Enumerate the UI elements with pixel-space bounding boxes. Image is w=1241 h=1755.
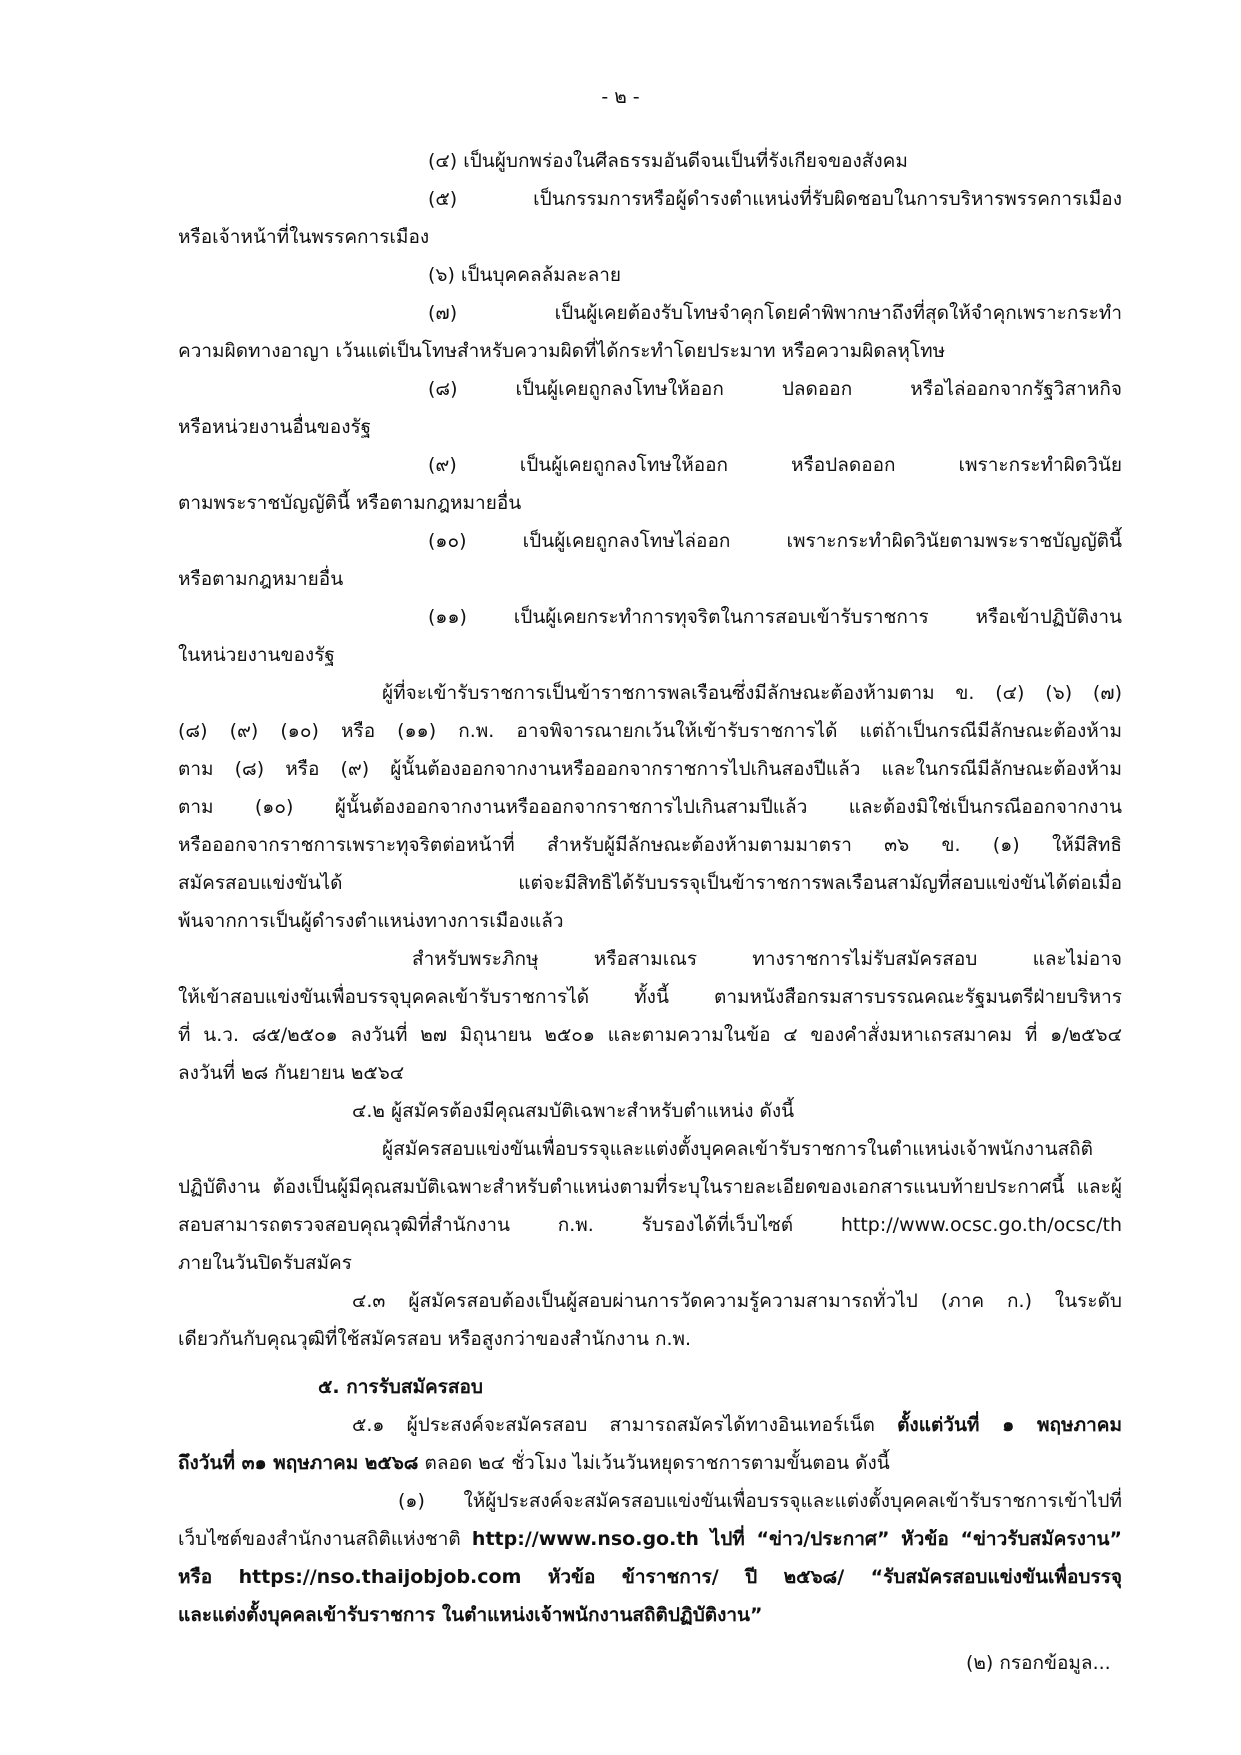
section-heading: ๔.๒ ผู้สมัครต้องมีคุณสมบัติเฉพาะสำหรับตำแหน่ง ดังนี้ [352,1100,795,1122]
text-line: ในหน่วยงานของรัฐ [178,644,335,666]
text-line: และแต่งตั้งบุคคลเข้ารับราชการ ในตำแหน่งเจ้าพนักงานสถิติปฏิบัติงาน” [178,1604,763,1626]
continuation-text: (๒) กรอกข้อมูล... [966,1652,1111,1674]
text-line: ที่ น.ว. ๘๕/๒๕๐๑ ลงวันที่ ๒๗ มิถุนายน ๒๕๐๑ และตามความในข้อ ๔ ของคำสั่งมหาเถรสมาคม ที่ ๑/๒๕๖๔ [178,1024,1122,1046]
text-line: เว็บไซต์ของสำนักงานสถิติแห่งชาติ http://www.nso.go.th ไปที่ “ข่าว/ประกาศ” หัวข้อ “ข่าวรับสมัครงาน” [178,1528,1122,1550]
text-line: (๑) ให้ผู้ประสงค์จะสมัครสอบแข่งขันเพื่อบรรจุและแต่งตั้งบุคคลเข้ารับราชการเข้าไปที่ [398,1490,1122,1512]
text-line: พ้นจากการเป็นผู้ดำรงตำแหน่งทางการเมืองแล้ว [178,910,564,932]
text-line: ถึงวันที่ ๓๑ พฤษภาคม ๒๕๖๘ ตลอด ๒๔ ชั่วโมง ไม่เว้นวันหยุดราชการตามขั้นตอน ดังนี้ [178,1452,890,1474]
text-line: หรือ https://nso.thaijobjob.com หัวข้อ ข้าราชการ/ ปี ๒๕๖๘/ “รับสมัครสอบแข่งขันเพื่อบรรจุ [178,1566,1122,1588]
text-line: สอบสามารถตรวจสอบคุณวุฒิที่สำนักงาน ก.พ. รับรองได้ที่เว็บไซต์ http://www.ocsc.go.th/ocsc/th [178,1214,1122,1236]
text-line: (๔) เป็นผู้บกพร่องในศีลธรรมอันดีจนเป็นที่รังเกียจของสังคม [428,150,908,172]
text-line: ผู้ที่จะเข้ารับราชการเป็นข้าราชการพลเรือนซึ่งมีลักษณะต้องห้ามตาม ข. (๔) (๖) (๗) [382,682,1122,704]
text-line: (๑๐) เป็นผู้เคยถูกลงโทษไล่ออก เพราะกระทำผิดวินัยตามพระราชบัญญัตินี้ [428,530,1122,552]
text-line: ความผิดทางอาญา เว้นแต่เป็นโทษสำหรับความผิดที่ได้กระทำโดยประมาท หรือความผิดลหุโทษ [178,340,946,362]
text-line: (๙) เป็นผู้เคยถูกลงโทษให้ออก หรือปลดออก เพราะกระทำผิดวินัย [428,454,1122,476]
text-line: หรือตามกฎหมายอื่น [178,568,344,590]
text-line: สมัครสอบแข่งขันได้ แต่จะมีสิทธิได้รับบรรจุเป็นข้าราชการพลเรือนสามัญที่สอบแข่งขันได้ต่อเมื่อ [178,872,1122,894]
text-line: สำหรับพระภิกษุ หรือสามเณร ทางราชการไม่รับสมัครสอบ และไม่อาจ [412,948,1122,970]
text-line: (๖) เป็นบุคคลล้มละลาย [428,264,622,286]
text-line: เดียวกันกับคุณวุฒิที่ใช้สมัครสอบ หรือสูงกว่าของสำนักงาน ก.พ. [178,1328,692,1350]
text-line: (๘) เป็นผู้เคยถูกลงโทษให้ออก ปลดออก หรือไล่ออกจากรัฐวิสาหกิจ [428,378,1122,400]
text-line: ลงวันที่ ๒๘ กันยายน ๒๕๖๔ [178,1062,405,1084]
text-line: ตามพระราชบัญญัตินี้ หรือตามกฎหมายอื่น [178,492,522,514]
text-line: ภายในวันปิดรับสมัคร [178,1252,352,1274]
text-line: หรือออกจากราชการเพราะทุจริตต่อหน้าที่ สำหรับผู้มีลักษณะต้องห้ามตามมาตรา ๓๖ ข. (๑) ให้มีสิทธิ [178,834,1122,856]
text-line: (๘) (๙) (๑๐) หรือ (๑๑) ก.พ. อาจพิจารณายกเว้นให้เข้ารับราชการได้ แต่ถ้าเป็นกรณีมีลักษณะต้องห้าม [178,720,1122,742]
text-line: ตาม (๘) หรือ (๙) ผู้นั้นต้องออกจากงานหรือออกจากราชการไปเกินสองปีแล้ว และในกรณีมีลักษณะต้องห้าม [178,758,1122,780]
section-heading: ๕. การรับสมัครสอบ [318,1376,483,1398]
text-line: ๔.๓ ผู้สมัครสอบต้องเป็นผู้สอบผ่านการวัดความรู้ความสามารถทั่วไป (ภาค ก.) ในระดับ [352,1290,1122,1312]
text-line: (๕) เป็นกรรมการหรือผู้ดำรงตำแหน่งที่รับผิดชอบในการบริหารพรรคการเมือง [428,188,1122,210]
page-number: - ๒ - [601,86,640,108]
text-line: ๕.๑ ผู้ประสงค์จะสมัครสอบ สามารถสมัครได้ทางอินเทอร์เน็ต ตั้งแต่วันที่ ๑ พฤษภาคม [352,1414,1122,1436]
text-line: หรือหน่วยงานอื่นของรัฐ [178,416,372,438]
text-line: (๗) เป็นผู้เคยต้องรับโทษจำคุกโดยคำพิพากษาถึงที่สุดให้จำคุกเพราะกระทำ [428,302,1122,324]
text-line: หรือเจ้าหน้าที่ในพรรคการเมือง [178,226,430,248]
link-nso[interactable]: http://www.nso.go.th ไปที่ “ข่าว/ประกาศ” หัวข้อ “ข่าวรับสมัครงาน” [471,1528,1122,1550]
text-line: (๑๑) เป็นผู้เคยกระทำการทุจริตในการสอบเข้ารับราชการ หรือเข้าปฏิบัติงาน [428,606,1122,628]
text-line: ปฏิบัติงาน ต้องเป็นผู้มีคุณสมบัติเฉพาะสำหรับตำแหน่งตามที่ระบุในรายละเอียดของเอกสารแนบท้ายประกาศนี้ และผู้ [178,1176,1122,1198]
text-line: ผู้สมัครสอบแข่งขันเพื่อบรรจุและแต่งตั้งบุคคลเข้ารับราชการในตำแหน่งเจ้าพนักงานสถิติ [382,1138,1094,1160]
text-line: ให้เข้าสอบแข่งขันเพื่อบรรจุบุคคลเข้ารับราชการได้ ทั้งนี้ ตามหนังสือกรมสารบรรณคณะรัฐมนตรีฝ่ายบริหาร [178,986,1122,1008]
text-line: ตาม (๑๐) ผู้นั้นต้องออกจากงานหรือออกจากราชการไปเกินสามปีแล้ว และต้องมิใช่เป็นกรณีออกจากงาน [178,796,1122,818]
